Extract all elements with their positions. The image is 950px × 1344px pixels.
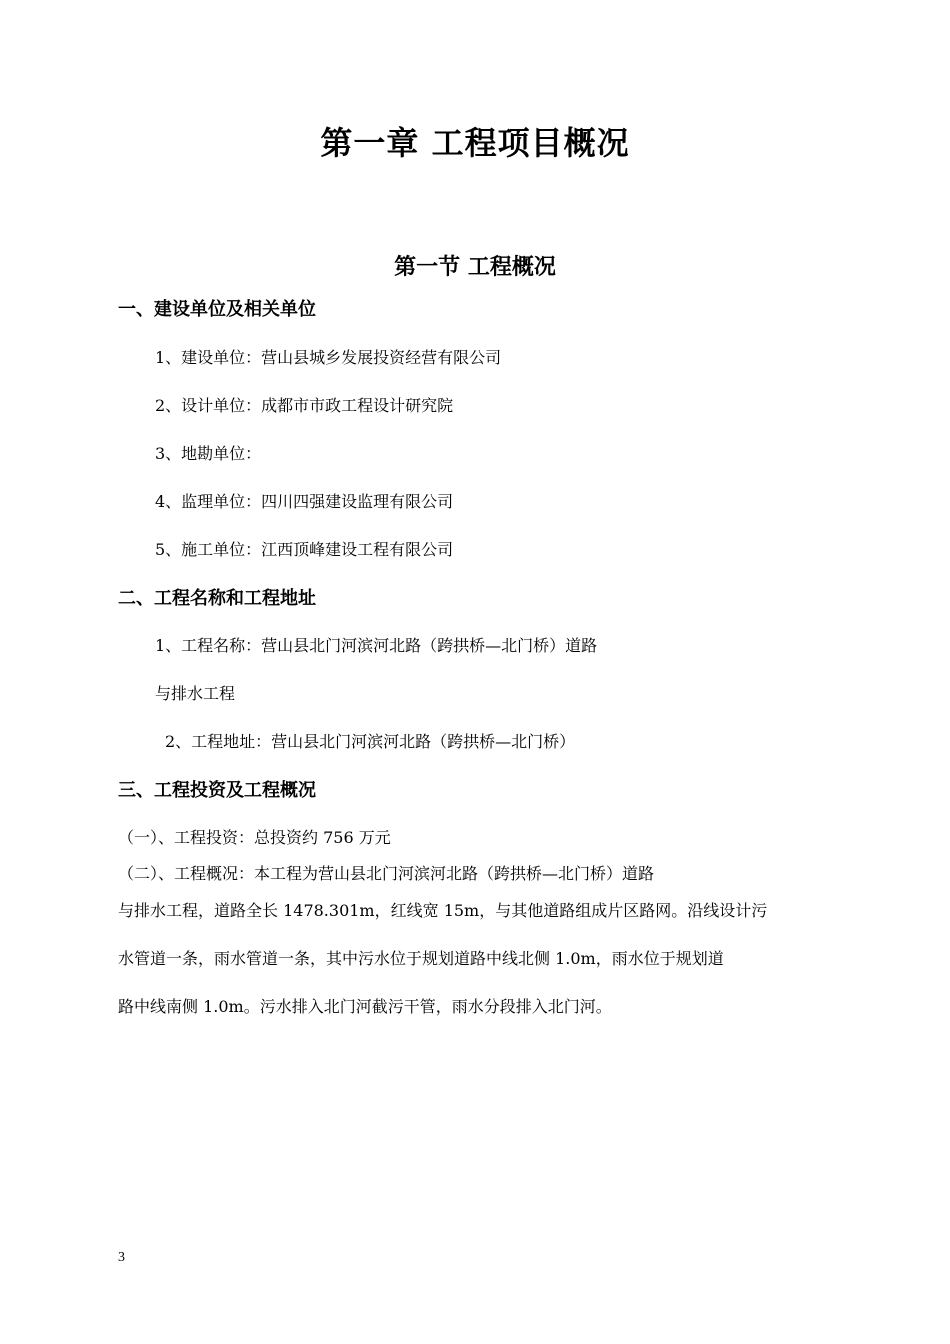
overview-line-2: 与排水工程，道路全长 1478.301m，红线宽 15m，与其他道路组成片区路网。沿线设计污 (118, 901, 768, 920)
investment-line: （一）、工程投资：总投资约 756 万元 (118, 828, 391, 847)
project-name-line1: 1、工程名称：营山县北门河滨河北路（跨拱桥—北门桥）道路 (155, 636, 598, 655)
heading-project-name-address: 二、工程名称和工程地址 (118, 588, 316, 609)
list-item-survey-unit: 3、地勘单位： (155, 444, 262, 463)
overview-line-1: （二）、工程概况：本工程为营山县北门河滨河北路（跨拱桥—北门桥）道路 (118, 864, 655, 883)
overview-line-4: 路中线南侧 1.0m。污水排入北门河截污干管，雨水分段排入北门河。 (118, 997, 612, 1016)
heading-construction-units: 一、建设单位及相关单位 (118, 299, 316, 320)
section-title: 第一节 工程概况 (394, 255, 556, 280)
heading-investment-overview: 三、工程投资及工程概况 (118, 780, 316, 801)
list-item-supervision-unit: 4、监理单位：四川四强建设监理有限公司 (155, 492, 454, 511)
list-item-contractor-unit: 5、施工单位：江西顶峰建设工程有限公司 (155, 540, 454, 559)
page-number: 3 (118, 1250, 125, 1265)
chapter-title: 第一章 工程项目概况 (320, 124, 630, 162)
list-item-construction-unit: 1、建设单位：营山县城乡发展投资经营有限公司 (155, 348, 502, 367)
list-item-design-unit: 2、设计单位：成都市市政工程设计研究院 (155, 396, 454, 415)
overview-line-3: 水管道一条，雨水管道一条，其中污水位于规划道路中线北侧 1.0m，雨水位于规划道 (118, 949, 724, 968)
project-name-line2: 与排水工程 (155, 684, 236, 703)
project-address: 2、工程地址：营山县北门河滨河北路（跨拱桥—北门桥） (165, 732, 576, 751)
